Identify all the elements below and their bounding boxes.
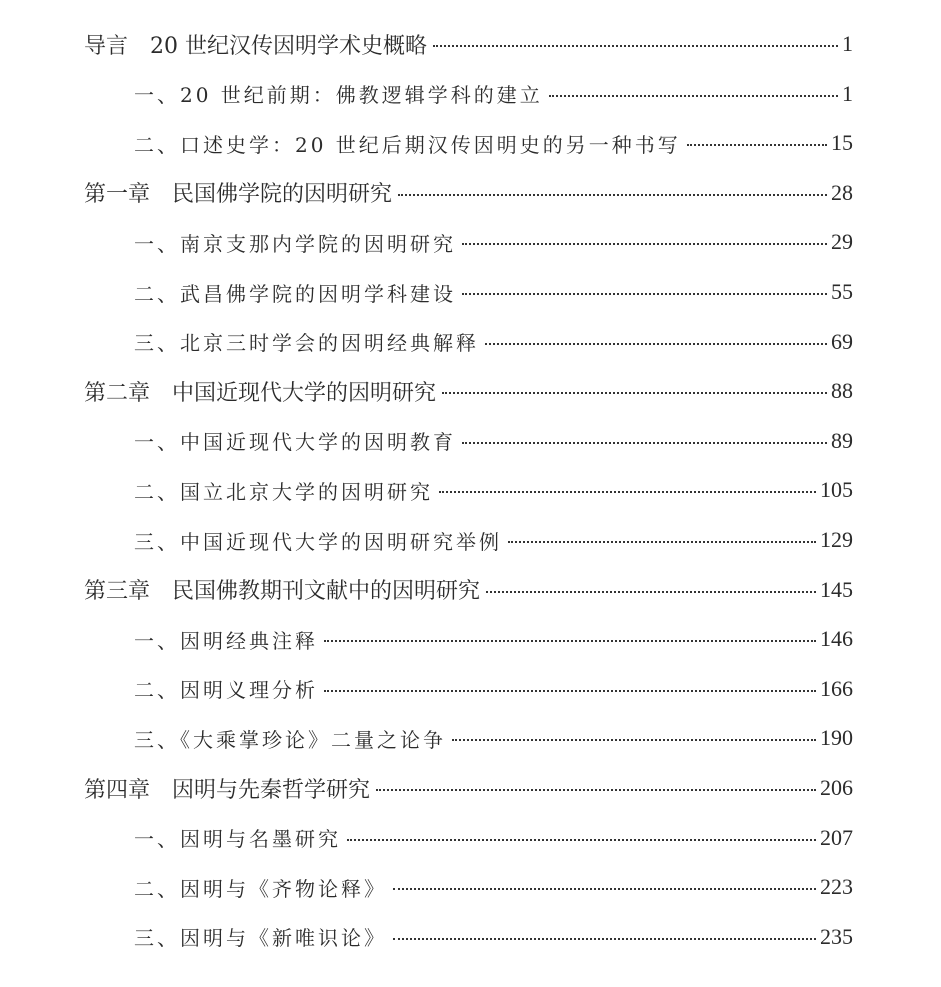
entry-text: 二、武昌佛学院的因明学科建设 bbox=[134, 281, 456, 306]
entry-text: 三、北京三时学会的因明经典解释 bbox=[134, 331, 479, 356]
toc-chapter-row[interactable] bbox=[84, 371, 853, 411]
entry-text: 二、国立北京大学的因明研究 bbox=[134, 479, 433, 504]
entry-text: 一、因明经典注释 bbox=[134, 628, 318, 653]
toc-entry-title bbox=[134, 79, 543, 108]
toc-entry-title bbox=[134, 526, 502, 555]
toc-section-row[interactable] bbox=[134, 917, 853, 957]
toc-entry-title bbox=[134, 724, 446, 753]
dot-leader bbox=[439, 491, 816, 493]
toc-entry-title bbox=[134, 228, 456, 257]
entry-text: 二、因明与《齐物论释》 bbox=[134, 876, 387, 901]
entry-text: 二、因明义理分析 bbox=[134, 678, 318, 703]
dot-leader bbox=[462, 293, 827, 295]
dot-leader bbox=[398, 194, 827, 196]
toc-section-row[interactable] bbox=[134, 222, 853, 262]
entry-text: 因明与先秦哲学研究 bbox=[172, 777, 371, 803]
page-number: 28 bbox=[831, 179, 853, 205]
toc-section-row[interactable] bbox=[134, 470, 853, 510]
page-number: 207 bbox=[820, 824, 853, 850]
toc-section-row[interactable] bbox=[134, 867, 853, 907]
dot-leader bbox=[462, 243, 827, 245]
chapter-label: 导言 bbox=[84, 33, 129, 59]
toc-entry-title bbox=[84, 29, 427, 60]
toc-chapter-row[interactable] bbox=[84, 570, 853, 610]
page-number: 223 bbox=[820, 874, 853, 900]
toc-entry-title bbox=[134, 922, 387, 951]
toc-chapter-row[interactable] bbox=[84, 24, 853, 64]
page-number: 190 bbox=[820, 725, 853, 751]
dot-leader bbox=[433, 45, 838, 47]
toc-section-row[interactable] bbox=[134, 669, 853, 709]
toc-section-row[interactable] bbox=[134, 619, 853, 659]
entry-text: 一、中国近现代大学的因明教育 bbox=[134, 430, 456, 455]
dot-leader bbox=[442, 392, 827, 394]
page-number: 145 bbox=[820, 576, 853, 602]
toc-entry-title bbox=[134, 476, 433, 505]
toc-entry-title bbox=[134, 674, 318, 703]
toc-entry-title bbox=[84, 574, 480, 605]
chapter-label: 第四章 bbox=[84, 777, 151, 803]
entry-text: 三、中国近现代大学的因明研究举例 bbox=[134, 529, 502, 554]
page-number: 1 bbox=[842, 31, 853, 56]
entry-text: 民国佛学院的因明研究 bbox=[172, 182, 393, 208]
entry-text: 一、南京支那内学院的因明研究 bbox=[134, 231, 456, 256]
page-number: 15 bbox=[831, 130, 853, 156]
toc-section-row[interactable] bbox=[134, 718, 853, 758]
dot-leader bbox=[324, 690, 816, 692]
page-number: 129 bbox=[820, 527, 853, 552]
page-number: 235 bbox=[820, 923, 853, 949]
dot-leader bbox=[549, 95, 838, 97]
dot-leader bbox=[393, 888, 816, 890]
toc-entry-title bbox=[134, 625, 318, 654]
entry-text: 二、口述史学：20 世纪后期汉传因明史的另一种书写 bbox=[134, 132, 681, 157]
toc-section-row[interactable] bbox=[134, 74, 853, 114]
dot-leader bbox=[486, 591, 816, 593]
chapter-label: 第三章 bbox=[84, 579, 151, 605]
entry-text: 三、《大乘掌珍论》二量之论争 bbox=[134, 727, 446, 752]
page-number: 89 bbox=[831, 427, 853, 453]
toc-entry-title bbox=[134, 278, 456, 307]
entry-text: 一、因明与名墨研究 bbox=[134, 827, 341, 852]
page-number: 29 bbox=[831, 229, 853, 255]
page-number: 55 bbox=[831, 279, 853, 304]
dot-leader bbox=[452, 739, 816, 741]
page-number: 1 bbox=[842, 80, 853, 106]
entry-text: 中国近现代大学的因明研究 bbox=[172, 380, 437, 406]
entry-text: 三、因明与《新唯识论》 bbox=[134, 926, 387, 951]
toc-entry-title bbox=[134, 823, 341, 852]
toc-entry-title bbox=[134, 426, 456, 455]
page-number: 69 bbox=[831, 328, 853, 354]
dot-leader bbox=[485, 343, 827, 345]
toc-entry-title bbox=[134, 873, 387, 902]
toc-section-row[interactable] bbox=[134, 818, 853, 858]
dot-leader bbox=[687, 144, 827, 146]
toc-section-row[interactable] bbox=[134, 421, 853, 461]
dot-leader bbox=[462, 442, 827, 444]
page-number: 105 bbox=[820, 477, 853, 503]
entry-text: 20 世纪汉传因明学术史概略 bbox=[150, 33, 428, 59]
dot-leader bbox=[376, 789, 816, 791]
dot-leader bbox=[393, 938, 816, 940]
toc-entry-title bbox=[84, 376, 436, 407]
chapter-label: 第一章 bbox=[84, 182, 151, 208]
toc-entry-title bbox=[84, 773, 370, 804]
chapter-label: 第二章 bbox=[84, 380, 151, 406]
dot-leader bbox=[508, 541, 816, 543]
toc-section-row[interactable] bbox=[134, 123, 853, 163]
toc-section-row[interactable] bbox=[134, 322, 853, 362]
entry-text: 一、20 世纪前期：佛教逻辑学科的建立 bbox=[134, 83, 543, 108]
dot-leader bbox=[347, 839, 816, 841]
page-number: 88 bbox=[831, 378, 853, 404]
toc-chapter-row[interactable] bbox=[84, 173, 853, 213]
toc-entry-title bbox=[84, 177, 392, 208]
page-number: 166 bbox=[820, 675, 853, 701]
page-number: 206 bbox=[820, 775, 853, 800]
toc-chapter-row[interactable] bbox=[84, 768, 853, 808]
toc-section-row[interactable] bbox=[134, 520, 853, 560]
toc-entry-title bbox=[134, 327, 479, 356]
toc-entry-title bbox=[134, 129, 681, 158]
page-number: 146 bbox=[820, 626, 853, 652]
dot-leader bbox=[324, 640, 816, 642]
entry-text: 民国佛教期刊文献中的因明研究 bbox=[172, 579, 481, 605]
toc-section-row[interactable] bbox=[134, 272, 853, 312]
